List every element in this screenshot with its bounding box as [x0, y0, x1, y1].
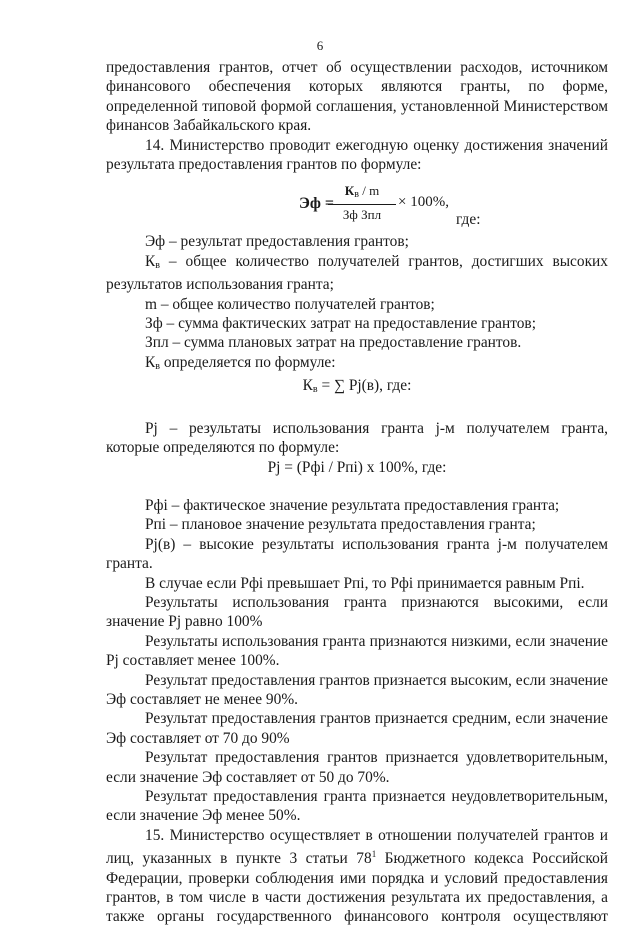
rule-rfi-cap: В случае если Рфi превышает Рпi, то Рфi принимается равным Рпi.: [145, 574, 585, 592]
definition-pj: Pj – результаты использования гранта j-м получателем гранта, которые определяются по формуле:: [106, 419, 608, 457]
definition-kv: $К_в$ – общее количество получателей грантов, достигших высоких результатов использования гранта;: [106, 252, 608, 294]
rule-ef-medium: Результат предоставления грантов признается средним, если значение Эф составляет от 70 до 90%: [106, 710, 608, 747]
formula-ef-numerator: $К_в$ / m: [328, 182, 396, 205]
spacer: [106, 400, 608, 419]
paragraph-14: 14. Министерство проводит ежегодную оценку достижения значений результата предоставления грантов по формуле:: [106, 136, 608, 174]
definition-m: m – общее количество получателей грантов;: [145, 295, 435, 313]
rule-ef-satisfactory: Результат предоставления грантов признается удовлетворительным, если значение Эф составляет от 50 до 70%.: [106, 749, 608, 786]
definition-zpl: Зпл – сумма плановых затрат на предоставление грантов.: [145, 334, 522, 352]
formula-ef-where: где:: [456, 211, 481, 229]
formula-ef-rhs: × 100%,: [398, 194, 449, 211]
definition-zf: Зф – сумма фактических затрат на предоставление грантов;: [145, 315, 536, 333]
definition-rpi: Рпi – плановое значение результата предоставления гранта;: [145, 516, 536, 534]
formula-ef-fraction: [328, 182, 396, 223]
formula-ef: [106, 176, 608, 232]
formula-ef-denominator: Зф Зпл: [342, 207, 382, 223]
page-number: 6: [316, 38, 324, 53]
definition-rfi: Рфi – фактическое значение результата предоставления гранта;: [145, 496, 560, 514]
document-body: [106, 58, 608, 927]
definition-ef: Эф – результат предоставления грантов;: [145, 233, 409, 251]
definition-pjv: Pj(в) – высокие результаты использования гранта j-м получателем гранта.: [106, 535, 608, 573]
spacer: [106, 477, 608, 496]
rule-ef-high: Результат предоставления грантов признается высоким, если значение Эф составляет не менее 90%.: [106, 671, 608, 708]
kv-intro: $К_в$ определяется по формуле:: [145, 353, 336, 372]
paragraph-15: 15. Министерство осуществляет в отношении получателей грантов и лиц, указанных в пункте 3 статьи $78^1$ Бюджетного кодекса Российской Федерации, проверки соблюдения ими порядка и условий предоставления грантов, в том числе в части достижения результата их предоставления, а также органы государственного финансового контроля осуществляют: [106, 826, 609, 926]
rule-low-usage: Результаты использования гранта признаются низкими, если значение Pj составляет менее 100%.: [106, 632, 608, 670]
rule-ef-unsatisfactory: Результат предоставления гранта признается неудовлетворительным, если значение Эф менее 50%.: [106, 788, 608, 825]
rule-high-usage: Результаты использования гранта признаются высокими, если значение Pj равно 100%: [106, 593, 608, 631]
formula-pj: Pj = (Рфi / Рпi) х 100%, где:: [267, 458, 447, 476]
formula-kv: $К_в$ = ∑ Pj(в), где:: [302, 377, 412, 396]
formula-ef-lhs: Эф =: [299, 195, 335, 213]
paragraph-continuation: предоставления грантов, отчет об осуществлении расходов, источником финансового обеспечения которых являются гранты, по форме, определенной типовой формой соглашения, установленной Министерством финансов Забайкальского края.: [106, 59, 608, 135]
